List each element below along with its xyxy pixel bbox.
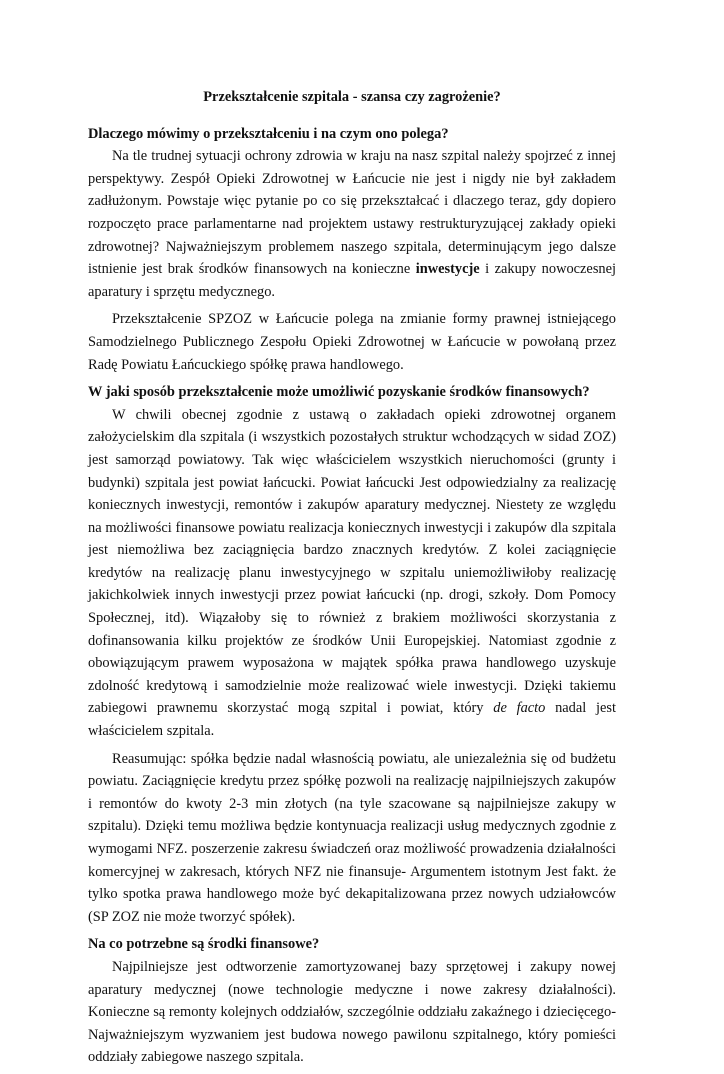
bold-term: inwestycje [415, 261, 480, 278]
section-3-paragraph-1: Najpilniejsze jest odtworzenie zamortyzowanej bazy sprzętowej i zakupy nowej aparatury medycznej (nowe technologie medyczne i nowe zakresy działalności). Konieczne są remonty kolejnych oddziałów, szczególnie oddziału zakaźnego i dziecięcego- Najważniejszym wyzwaniem jest budowa nowego pawilonu szpitalnego, który pomieści oddziały zabiegowe naszego szpitala. [88, 958, 616, 1066]
document-page [88, 86, 616, 1074]
section-2-paragraph-1: W chwili obecnej zgodnie z ustawą o zakładach opieki zdrowotnej organem założycielskim dla szpitala (i wszystkich pozostałych struktur wchodzących w sidad ZOZ) jest samorząd powiatowy. Tak więc właścicielem wszystkich nieruchomości (grunty i budynki) szpitala jest powiat łańcucki. Powiat łańcucki Jest odpowiedzialny za realizację koniecznych inwestycji, remontów i zakupów aparatury medycznej. Niestety ze względu na możliwości finansowe powiatu realizacja koniecznych inwestycji i zakupów dla szpitala jest niemożliwa bez zaciągnięcia bardzo znacznych kredytów. Z kolei zaciągnięcie kredytów na realizację planu inwestycyjnego w szpitalu uniemożliwiłoby realizację jakichkolwiek innych inwestycji przez powiat łańcucki (np. drogi, szkoły. Dom Pomocy Społecznej, itd). Wiązałoby się to również z brakiem możliwości skorzystania z dofinansowania kilku projektów ze środków Unii Europejskiej. Natomiast zgodnie z obowiązującym prawem wyposażona w majątek spółka prawa handlowego uzyskuje zdolność kredytową i samodzielnie może realizować wiele inwestycji. Dzięki takiemu zabiegowi prawnemu skorzystać mogą szpital i powiat, który de facto nadal jest właścicielem szpitala. [88, 406, 616, 740]
section-2-paragraph-2: Reasumując: spółka będzie nadal własnością powiatu, ale uniezależnia się od budżetu powiatu. Zaciągnięcie kredytu przez spółkę pozwoli na realizację najpilniejszych zakupów i remontów do kwoty 2-3 min złotych (na tyle szacowane są najpilniejsze zakupy w szpitalu). Dzięki temu możliwa będzie kontynuacja realizacji usług medycznych zgodnie z wymogami NFZ. poszerzenie zakresu świadczeń oraz możliwość prowadzenia działalności komercyjnej w zakresach, których NFZ nie finansuje- Argumentem istotnym Jest fakt. że tylko spotka prawa handlowego może być dekapitalizowana przez nowych udziałowców (SP ZOZ nie może tworzyć spółek). [88, 750, 616, 925]
document-title: Przekształcenie szpitala - szansa czy zagrożenie? [203, 89, 501, 105]
section-1-heading: Dlaczego mówimy o przekształceniu i na czym ono polega? [88, 125, 449, 142]
section-1-paragraph-2: Przekształcenie SPZOZ w Łańcucie polega na zmianie formy prawnej istniejącego Samodzielnego Publicznego Zespołu Opieki Zdrowotnej w Łańcucie w powołaną przez Radę Powiatu Łańcuckiego spółkę prawa handlowego. [88, 311, 616, 373]
section-1-paragraph-1: Na tle trudnej sytuacji ochrony zdrowia w kraju na nasz szpital należy spojrzeć z innej perspektywy. Zespół Opieki Zdrowotnej w Łańcucie nie jest i nigdy nie był zakładem zadłużonym. Powstaje więc pytanie po co się przekształcać i dlaczego teraz, gdy dopiero rozpoczęto prace parlamentarne nad projektem ustawy restrukturyzującej zakłady opieki zdrowotnej? Najważniejszym problemem naszego szpitala, determinującym jego dalsze istnienie jest brak środków finansowych na konieczne inwestycje i zakupy nowoczesnej aparatury i sprzętu medycznego. [88, 148, 617, 300]
section-2-heading: W jaki sposób przekształcenie może umożliwić pozyskanie środków finansowych? [88, 384, 590, 401]
section-3-heading: Na co potrzebne są środki finansowe? [88, 936, 320, 953]
italic-term: de facto [493, 700, 546, 717]
